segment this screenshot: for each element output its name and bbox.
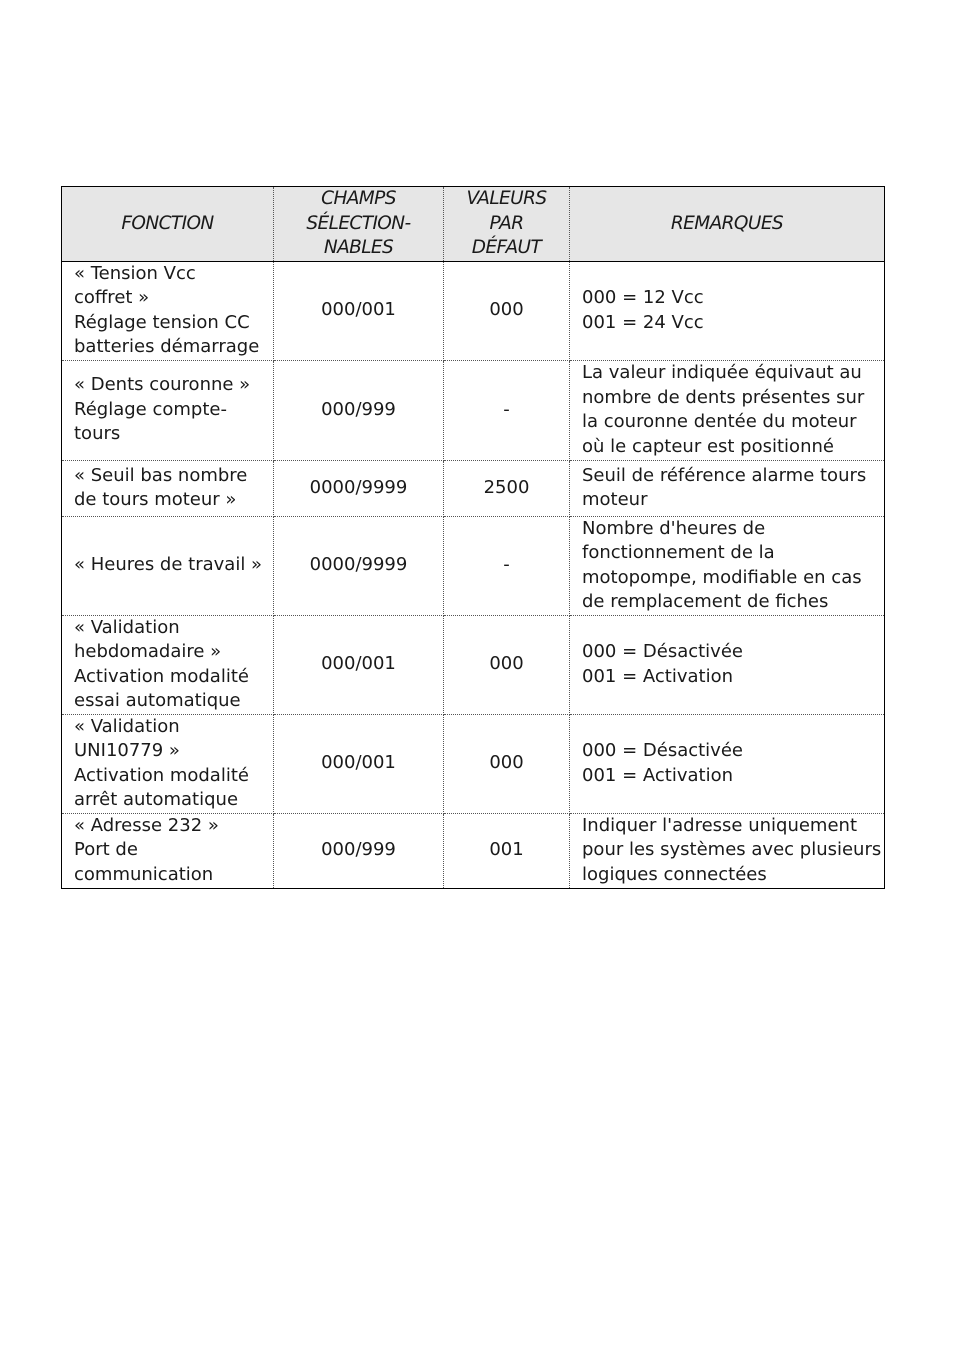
cell-line: Indiquer l'adresse uniquement bbox=[582, 814, 858, 836]
header-line: PAR bbox=[489, 212, 524, 234]
cell-line: Réglage tension CC bbox=[74, 311, 250, 333]
cell-line: 001 = Activation bbox=[582, 764, 733, 786]
cell-line: fonctionnement de la bbox=[582, 542, 775, 563]
table-row bbox=[62, 615, 885, 714]
cell-line: nombre de dents présentes sur bbox=[582, 386, 865, 408]
cell-line: 000 = Désactivée bbox=[582, 641, 743, 662]
cell-line: logiques connectées bbox=[582, 863, 767, 885]
header-fonction bbox=[62, 187, 274, 262]
table-row bbox=[62, 261, 885, 360]
cell-line: Activation modalité bbox=[74, 665, 249, 687]
cell-line: La valeur indiquée équivaut au bbox=[582, 362, 862, 383]
header-line: FONCTION bbox=[121, 212, 214, 234]
cell-line: essai automatique bbox=[74, 690, 241, 711]
header-remarques bbox=[570, 187, 885, 262]
cell-line: « Validation bbox=[74, 715, 180, 737]
cell-line: communication bbox=[74, 863, 214, 885]
cell-fonction bbox=[62, 615, 274, 714]
cell-fonction bbox=[62, 460, 274, 516]
cell-defaut: - bbox=[444, 516, 570, 615]
cell-fonction bbox=[62, 360, 274, 460]
table-row bbox=[62, 516, 885, 615]
table-row bbox=[62, 813, 885, 888]
cell-remarques bbox=[570, 813, 885, 888]
cell-remarques bbox=[570, 360, 885, 460]
cell-fonction bbox=[62, 813, 274, 888]
cell-champs: 0000/9999 bbox=[274, 516, 444, 615]
cell-line: pour les systèmes avec plusieurs bbox=[582, 839, 882, 861]
cell-line: la couronne dentée du moteur bbox=[582, 411, 857, 432]
cell-line: Activation modalité bbox=[74, 764, 249, 786]
cell-line: de remplacement de fiches bbox=[582, 591, 829, 612]
cell-remarques bbox=[570, 714, 885, 813]
cell-line: coffret » bbox=[74, 287, 150, 308]
header-line: DÉFAUT bbox=[471, 237, 542, 258]
cell-line: moteur bbox=[582, 489, 648, 510]
cell-champs: 000/999 bbox=[274, 813, 444, 888]
table-row bbox=[62, 714, 885, 813]
cell-remarques bbox=[570, 615, 885, 714]
cell-line: « Dents couronne » bbox=[74, 374, 251, 396]
cell-line: 000 = Désactivée bbox=[582, 740, 743, 761]
cell-defaut: 000 bbox=[444, 714, 570, 813]
cell-defaut: 2500 bbox=[444, 460, 570, 516]
cell-line: Port de bbox=[74, 839, 138, 861]
header-champs-selectionnables bbox=[274, 187, 444, 262]
cell-defaut: 000 bbox=[444, 615, 570, 714]
header-line: CHAMPS bbox=[321, 188, 396, 209]
cell-line: tours bbox=[74, 423, 121, 445]
cell-line: UNI10779 » bbox=[74, 740, 180, 761]
cell-line: Seuil de référence alarme tours bbox=[582, 464, 867, 486]
cell-remarques bbox=[570, 460, 885, 516]
cell-line: où le capteur est positionné bbox=[582, 435, 834, 457]
cell-line: 001 = 24 Vcc bbox=[582, 311, 704, 333]
header-line: NABLES bbox=[323, 237, 394, 258]
cell-champs: 000/001 bbox=[274, 615, 444, 714]
cell-champs: 0000/9999 bbox=[274, 460, 444, 516]
cell-line: 001 = Activation bbox=[582, 665, 733, 687]
cell-defaut: - bbox=[444, 360, 570, 460]
cell-line: motopompe, modifiable en cas bbox=[582, 566, 862, 588]
table-row bbox=[62, 360, 885, 460]
cell-line: Réglage compte- bbox=[74, 398, 227, 420]
cell-line: « Adresse 232 » bbox=[74, 814, 219, 836]
cell-remarques bbox=[570, 261, 885, 360]
cell-line: 000 = 12 Vcc bbox=[582, 287, 704, 308]
cell-line: « Seuil bas nombre bbox=[74, 464, 248, 486]
table-row bbox=[62, 460, 885, 516]
settings-table bbox=[61, 186, 885, 889]
cell-line: « Heures de travail » bbox=[74, 554, 263, 576]
cell-line: « Tension Vcc bbox=[74, 262, 196, 284]
cell-line: « Validation bbox=[74, 616, 180, 638]
cell-fonction bbox=[62, 516, 274, 615]
cell-fonction bbox=[62, 261, 274, 360]
cell-line: Nombre d'heures de bbox=[582, 517, 766, 539]
cell-remarques bbox=[570, 516, 885, 615]
cell-defaut: 001 bbox=[444, 813, 570, 888]
header-line: REMARQUES bbox=[670, 212, 784, 234]
header-line: VALEURS bbox=[466, 188, 547, 209]
header-valeurs-par-defaut bbox=[444, 187, 570, 262]
cell-line: de tours moteur » bbox=[74, 489, 237, 510]
table-body bbox=[62, 261, 885, 888]
cell-line: arrêt automatique bbox=[74, 789, 239, 810]
cell-fonction bbox=[62, 714, 274, 813]
cell-champs: 000/001 bbox=[274, 261, 444, 360]
cell-champs: 000/999 bbox=[274, 360, 444, 460]
cell-champs: 000/001 bbox=[274, 714, 444, 813]
cell-defaut: 000 bbox=[444, 261, 570, 360]
cell-line: batteries démarrage bbox=[74, 336, 260, 357]
table-header-row bbox=[62, 187, 885, 262]
header-line: SÉLECTION- bbox=[306, 212, 411, 234]
cell-line: hebdomadaire » bbox=[74, 641, 222, 662]
